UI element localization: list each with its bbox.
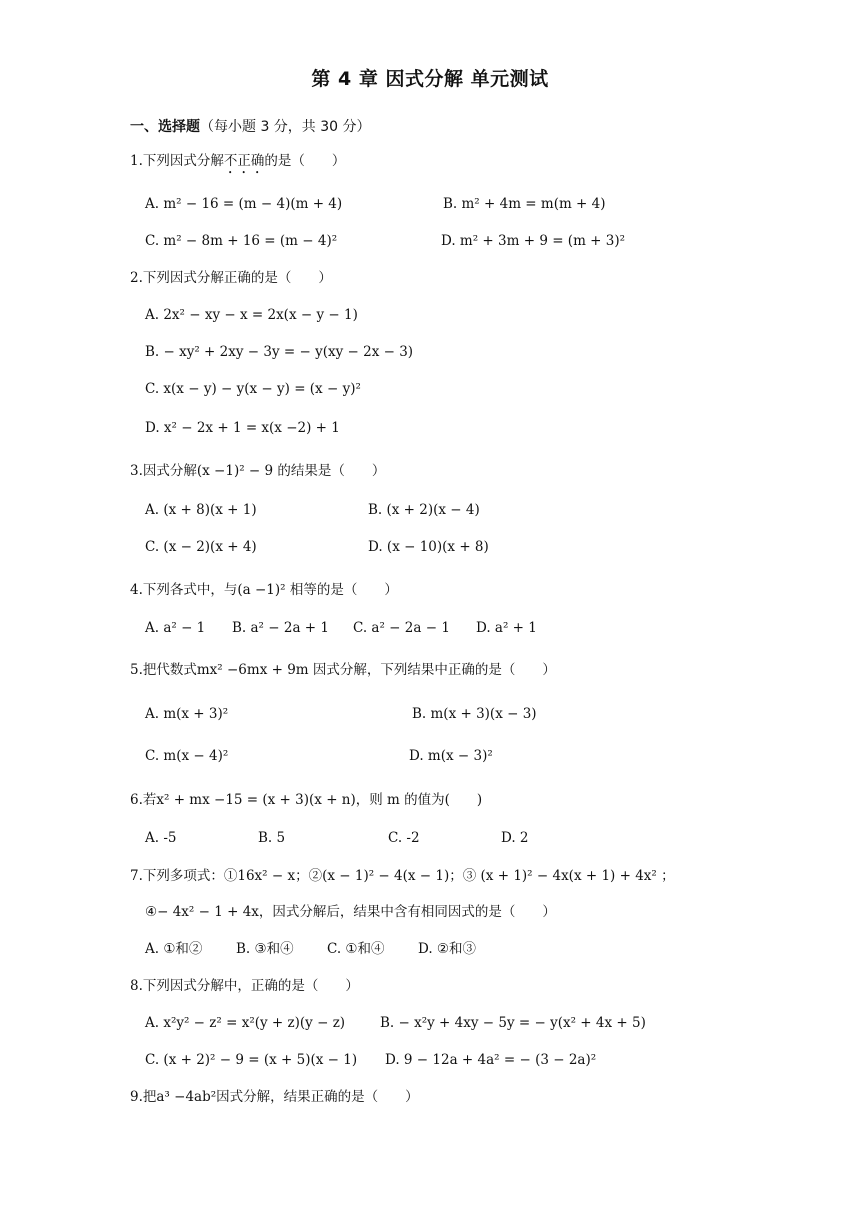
section-note: （每小题 3 分，共 30 分）	[200, 119, 371, 135]
stem-text: 1.下列因式分解	[130, 153, 224, 169]
question-6-option-d: D. 2	[501, 830, 529, 846]
question-6-stem: 6.若x² + mx −15 = (x + 3)(x + n)，则 m 的值为( )	[130, 792, 483, 808]
question-3-option-c: C. (x − 2)(x + 4)	[145, 539, 257, 555]
emphasis-text: 不正确	[223, 153, 265, 169]
question-8-option-c: C. (x + 2)² − 9 = (x + 5)(x − 1)	[145, 1052, 358, 1068]
question-6-option-b: B. 5	[258, 830, 286, 846]
question-2-option-c: C. x(x − y) − y(x − y) = (x − y)²	[145, 381, 361, 397]
page-title: 第 4 章 因式分解 单元测试	[311, 68, 549, 90]
section-heading	[130, 116, 371, 136]
question-1-stem	[130, 151, 345, 177]
question-8-option-a: A. x²y² − z² = x²(y + z)(y − z)	[145, 1015, 346, 1031]
question-4-option-c: C. a² − 2a − 1	[353, 620, 450, 636]
question-8-option-b: B. − x²y + 4xy − 5y = − y(x² + 4x + 5)	[380, 1015, 646, 1031]
question-4-option-a: A. a² − 1	[145, 620, 206, 636]
question-2-option-a: A. 2x² − xy − x = 2x(x − y − 1)	[145, 307, 358, 323]
question-4-option-d: D. a² + 1	[476, 620, 537, 636]
question-7-stem: 7.下列多项式：①16x² − x；②(x − 1)² − 4(x − 1)；③ (x + 1)² − 4x(x + 1) + 4x² ；	[130, 868, 675, 884]
question-1-option-d: D. m² + 3m + 9 = (m + 3)²	[441, 233, 626, 249]
question-3-option-d: D. (x − 10)(x + 8)	[368, 539, 489, 555]
question-5-option-c: C. m(x − 4)²	[145, 748, 229, 764]
question-4-option-b: B. a² − 2a + 1	[232, 620, 329, 636]
question-2-stem: 2.下列因式分解正确的是（ ）	[130, 270, 332, 286]
question-7-option-b: B. ③和④	[236, 941, 294, 957]
question-2-option-d: D. x² − 2x + 1 = x(x −2) + 1	[145, 420, 340, 436]
question-5-option-b: B. m(x + 3)(x − 3)	[412, 706, 537, 722]
question-1-option-a: A. m² − 16 = (m − 4)(m + 4)	[145, 196, 343, 212]
question-7-option-a: A. ①和②	[145, 941, 203, 957]
question-3-option-a: A. (x + 8)(x + 1)	[145, 502, 257, 518]
question-7-stem-continued: ④− 4x² − 1 + 4x，因式分解后，结果中含有相同因式的是（ ）	[145, 904, 556, 920]
question-5-option-a: A. m(x + 3)²	[145, 706, 229, 722]
question-1-option-c: C. m² − 8m + 16 = (m − 4)²	[145, 233, 338, 249]
question-1-option-b: B. m² + 4m = m(m + 4)	[443, 196, 606, 212]
question-9-stem: 9.把a³ −4ab²因式分解，结果正确的是（ ）	[130, 1089, 419, 1105]
question-7-option-c: C. ①和④	[327, 941, 385, 957]
question-5-stem: 5.把代数式mx² −6mx + 9m 因式分解，下列结果中正确的是（ ）	[130, 662, 556, 678]
stem-text: 的是（ ）	[264, 153, 346, 169]
question-8-option-d: D. 9 − 12a + 4a² = − (3 − 2a)²	[385, 1052, 597, 1068]
question-2-option-b: B. − xy² + 2xy − 3y = − y(xy − 2x − 3)	[145, 344, 414, 360]
question-4-stem: 4.下列各式中，与(a −1)² 相等的是（ ）	[130, 582, 398, 598]
question-3-option-b: B. (x + 2)(x − 4)	[368, 502, 480, 518]
question-6-option-c: C. -2	[388, 830, 420, 846]
question-8-stem: 8.下列因式分解中，正确的是（ ）	[130, 978, 359, 994]
question-3-stem: 3.因式分解(x −1)² − 9 的结果是（ ）	[130, 463, 386, 479]
section-title: 一、选择题	[130, 119, 200, 135]
question-5-option-d: D. m(x − 3)²	[409, 748, 493, 764]
question-6-option-a: A. -5	[145, 830, 177, 846]
question-7-option-d: D. ②和③	[418, 941, 477, 957]
